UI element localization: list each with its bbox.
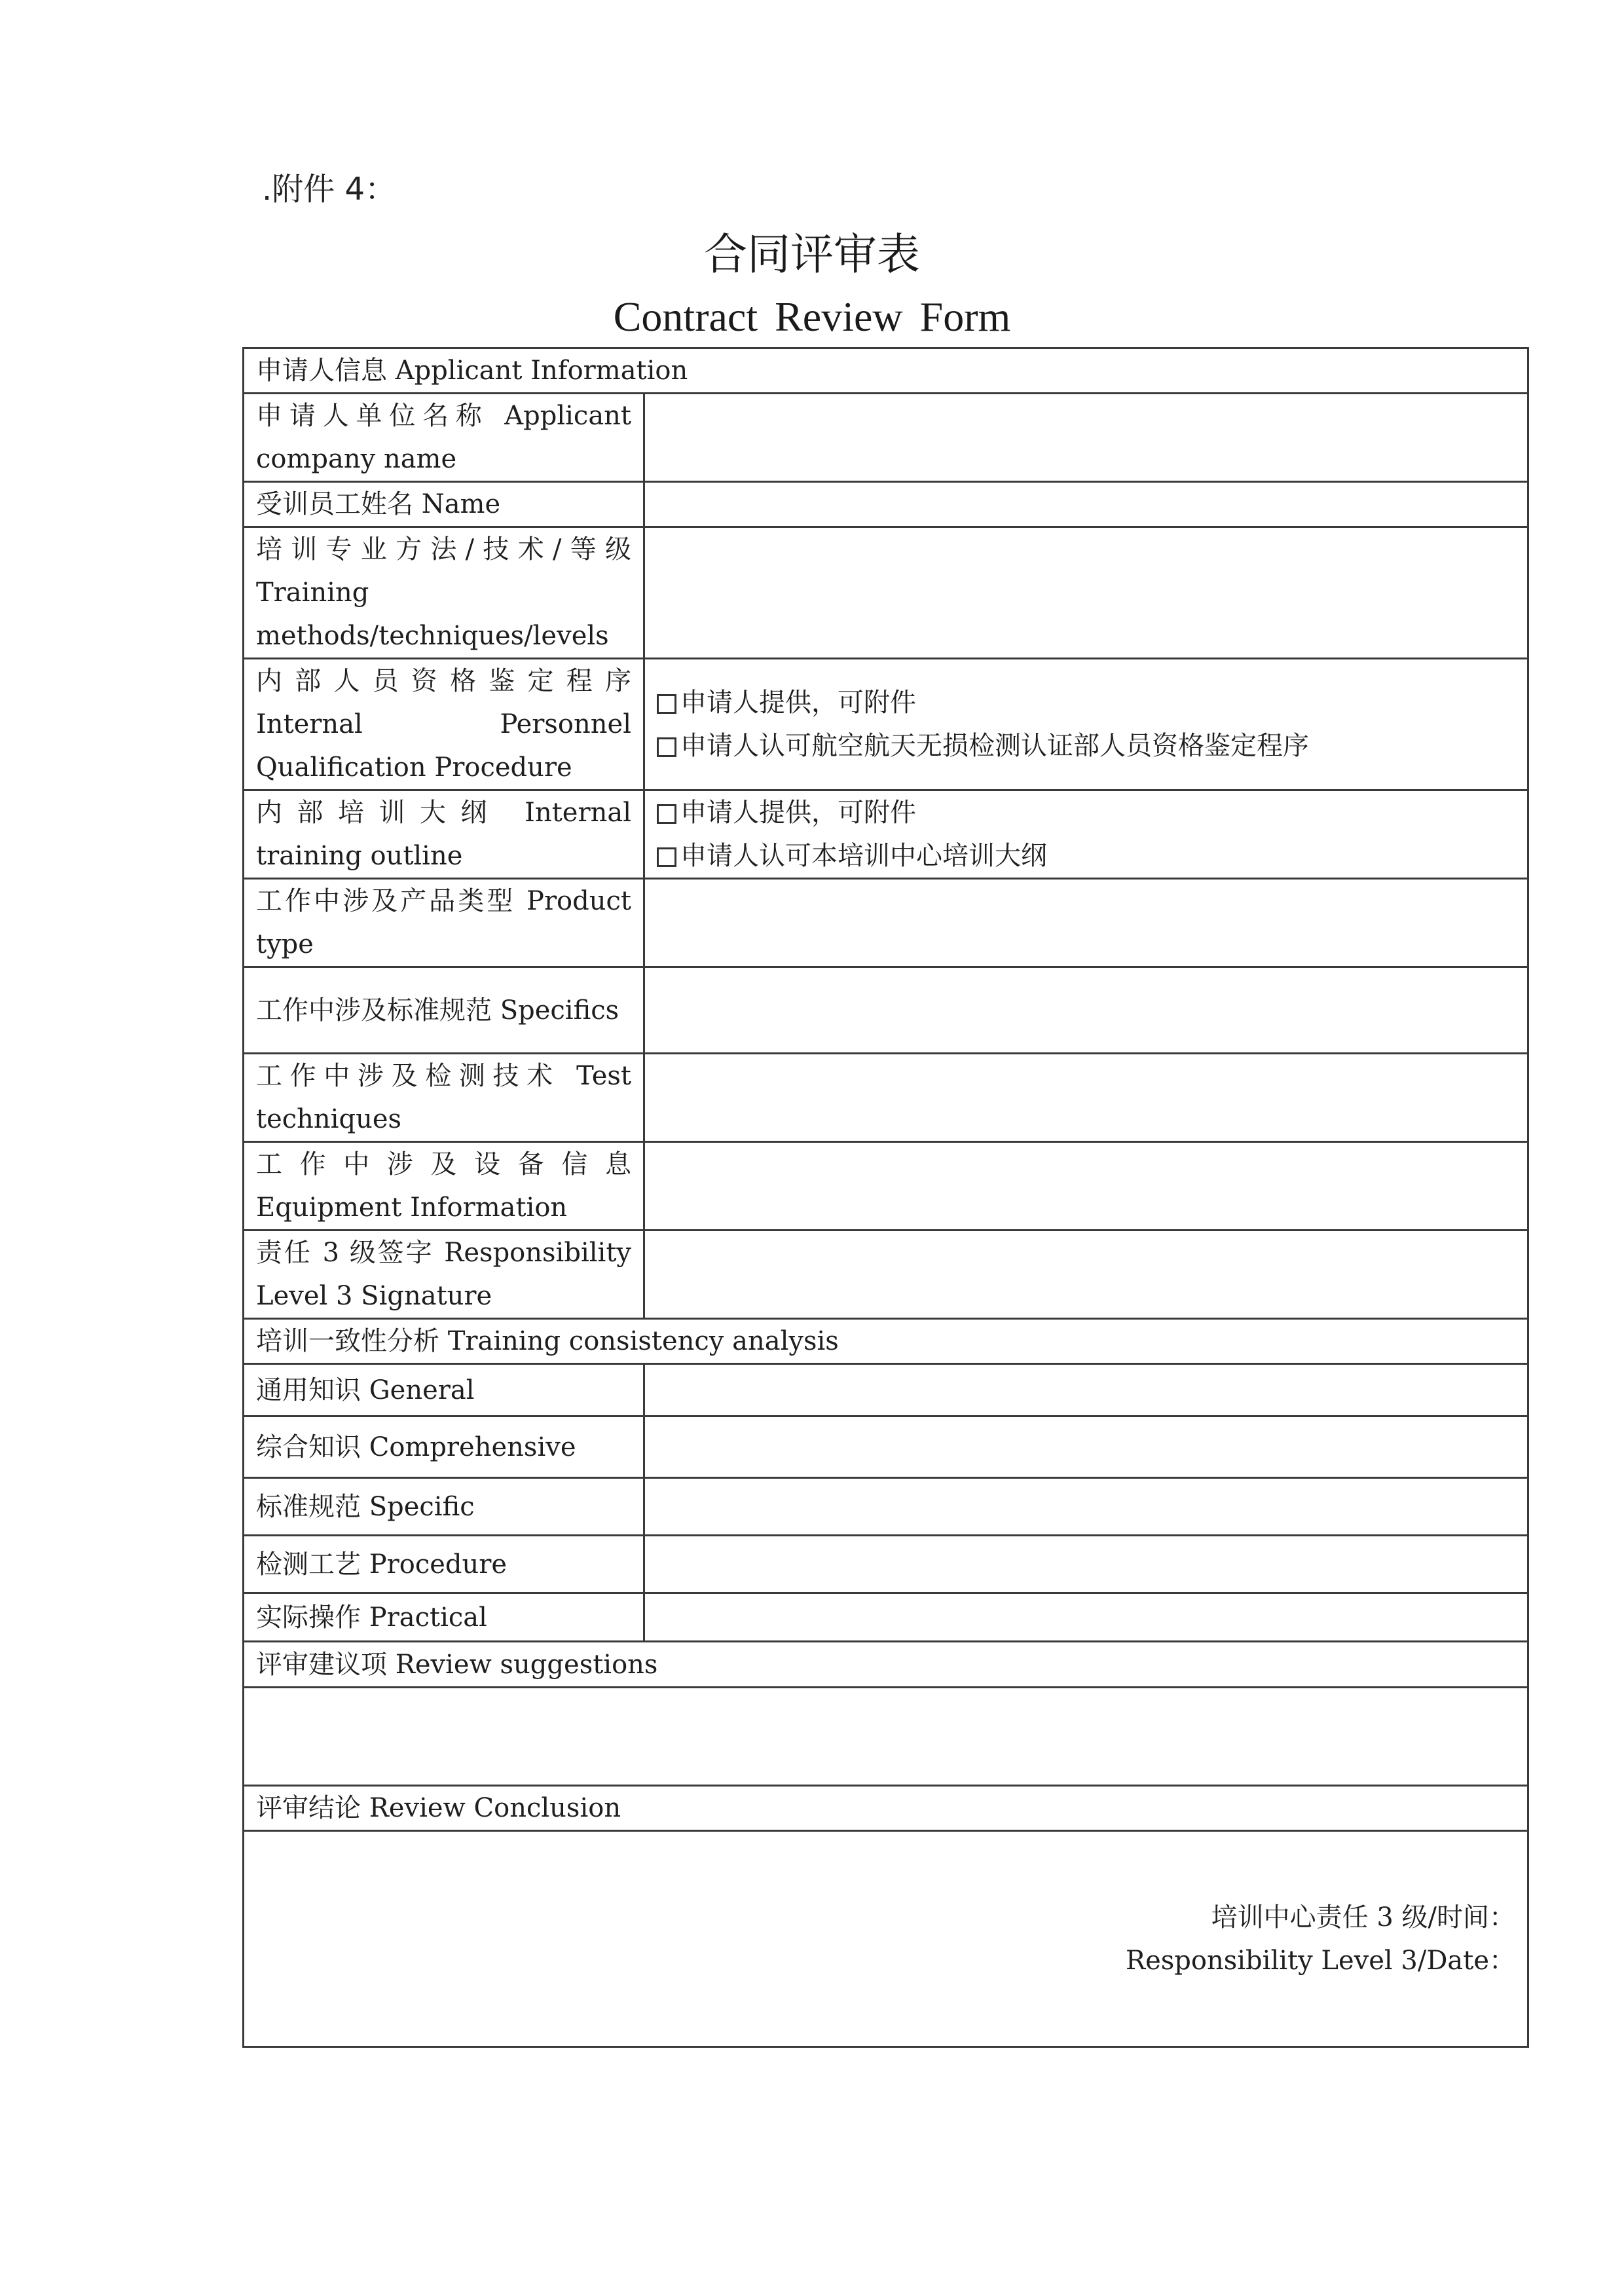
form-title-cn: 合同评审表 [704, 229, 920, 280]
review-conclusion-field[interactable] [244, 1831, 1528, 2047]
company-name-field[interactable] [644, 394, 1528, 482]
qualification-procedure-options [644, 659, 1528, 790]
product-type-field[interactable] [644, 879, 1528, 967]
checkbox-icon[interactable] [657, 737, 676, 757]
form-row-test-techniques [244, 1054, 1528, 1142]
form-row-specifics [244, 967, 1528, 1054]
form-row-training-methods [244, 527, 1528, 659]
checkbox-icon[interactable] [657, 847, 676, 867]
procedure-field[interactable] [644, 1536, 1528, 1593]
training-methods-field[interactable] [644, 527, 1528, 659]
section-header-row [244, 1642, 1528, 1688]
form-row-practical [244, 1593, 1528, 1642]
form-row-general [244, 1364, 1528, 1416]
section-header-row [244, 348, 1528, 394]
option-label: 申请人提供，可附件 [680, 688, 916, 718]
trainee-name-field[interactable] [644, 482, 1528, 527]
form-row-specific [244, 1478, 1528, 1536]
form-row-comprehensive [244, 1416, 1528, 1478]
checkbox-icon[interactable] [657, 804, 676, 824]
consistency-section-title: 培训一致性分析 Training consistency analysis [244, 1319, 1528, 1364]
form-row-signature [244, 1231, 1528, 1319]
practical-label: 实际操作 Practical [244, 1593, 644, 1642]
section-header-row [244, 1786, 1528, 1831]
form-row-suggestions [244, 1688, 1528, 1786]
equipment-info-label: 工作中涉及设备信息 Equipment Information [244, 1142, 644, 1231]
option-applicant-provides[interactable] [657, 681, 1515, 724]
specifics-field[interactable] [644, 967, 1528, 1054]
qualification-procedure-label: 内部人员资格鉴定程序 Internal Personnel Qualification Procedure [244, 659, 644, 790]
form-row-product-type [244, 879, 1528, 967]
comprehensive-knowledge-field[interactable] [644, 1416, 1528, 1478]
standard-specific-label: 标准规范 Specific [244, 1478, 644, 1536]
specifics-label: 工作中涉及标准规范 Specifics [244, 967, 644, 1054]
attachment-label: .附件 4： [262, 171, 397, 208]
training-methods-label: 培训专业方法/技术/等级 Training methods/techniques/levels [244, 527, 644, 659]
procedure-label: 检测工艺 Procedure [244, 1536, 644, 1593]
level3-signature-field[interactable] [644, 1231, 1528, 1319]
form-row-equipment [244, 1142, 1528, 1231]
checkbox-icon[interactable] [657, 694, 676, 714]
signature-label-cn: 培训中心责任 3 级/时间： [1211, 1902, 1516, 1933]
equipment-info-field[interactable] [644, 1142, 1528, 1231]
form-row-training-outline [244, 790, 1528, 879]
test-techniques-label: 工作中涉及检测技术 Test techniques [244, 1054, 644, 1142]
product-type-label: 工作中涉及产品类型 Product type [244, 879, 644, 967]
level3-signature-label: 责任 3 级签字 Responsibility Level 3 Signature [244, 1231, 644, 1319]
form-row-procedure [244, 1536, 1528, 1593]
trainee-name-label: 受训员工姓名 Name [244, 482, 644, 527]
applicant-section-title: 申请人信息 Applicant Information [244, 348, 1528, 394]
company-name-label: 申请人单位名称 Applicant company name [244, 394, 644, 482]
option-accept-certification-procedure[interactable] [657, 724, 1515, 768]
option-accept-center-outline[interactable] [657, 834, 1515, 878]
comprehensive-knowledge-label: 综合知识 Comprehensive [244, 1416, 644, 1478]
option-label: 申请人认可本培训中心培训大纲 [680, 841, 1047, 871]
form-row-name [244, 482, 1528, 527]
option-label: 申请人认可航空航天无损检测认证部人员资格鉴定程序 [680, 731, 1309, 761]
general-knowledge-field[interactable] [644, 1364, 1528, 1416]
test-techniques-field[interactable] [644, 1054, 1528, 1142]
practical-field[interactable] [644, 1593, 1528, 1642]
training-outline-options [644, 790, 1528, 879]
option-label: 申请人提供，可附件 [680, 798, 916, 828]
option-applicant-provides[interactable] [657, 791, 1515, 834]
contract-review-table [242, 347, 1529, 2048]
form-title-en: Contract Review Form [613, 293, 1011, 340]
form-row-company [244, 394, 1528, 482]
conclusion-section-title: 评审结论 Review Conclusion [244, 1786, 1528, 1831]
training-outline-label: 内部培训大纲 Internal training outline [244, 790, 644, 879]
form-row-qualification-procedure [244, 659, 1528, 790]
general-knowledge-label: 通用知识 General [244, 1364, 644, 1416]
form-row-conclusion [244, 1831, 1528, 2047]
signature-label-en: Responsibility Level 3/Date： [1125, 1945, 1516, 1976]
review-suggestions-field[interactable] [244, 1688, 1528, 1786]
standard-specific-field[interactable] [644, 1478, 1528, 1536]
section-header-row [244, 1319, 1528, 1364]
suggestions-section-title: 评审建议项 Review suggestions [244, 1642, 1528, 1688]
